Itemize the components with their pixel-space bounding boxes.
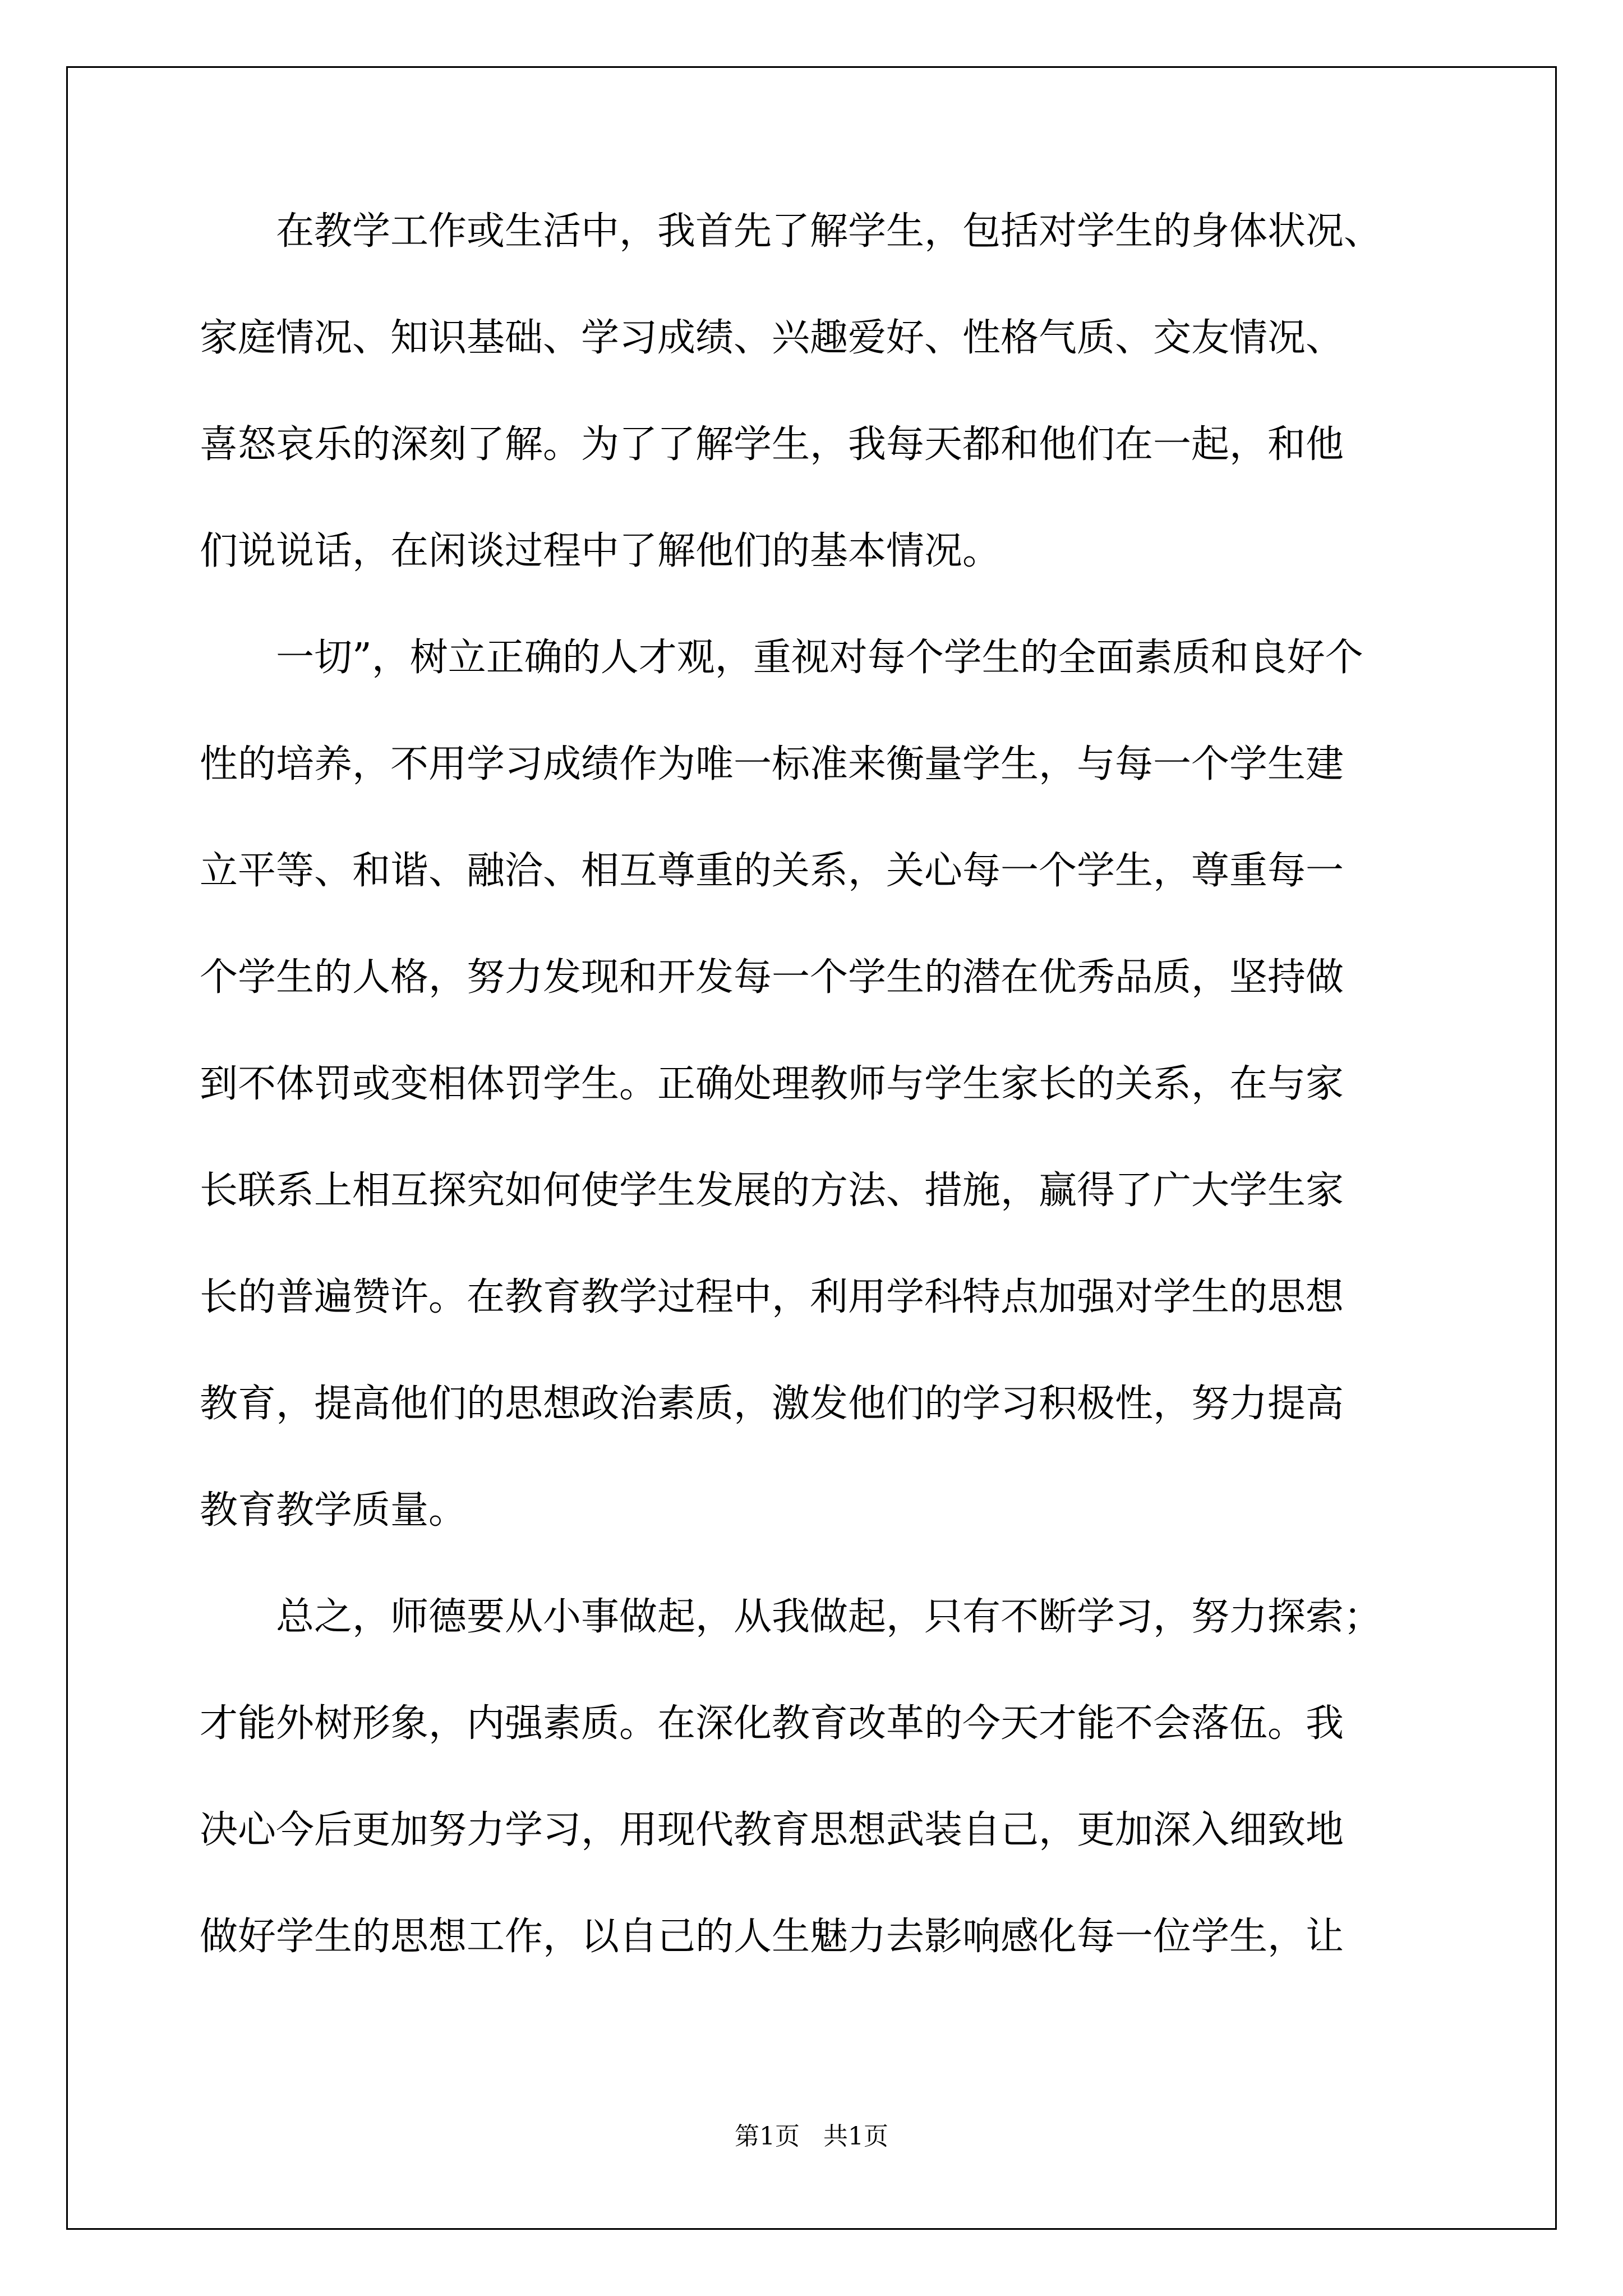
text-line: 一切”，树立正确的人才观，重视对每个学生的全面素质和良好个 xyxy=(200,636,1363,680)
text-line: 长联系上相互探究如何使学生发展的方法、措施，赢得了广大学生家 xyxy=(200,1168,1344,1213)
text-line: 才能外树形象，内强素质。在深化教育改革的今天才能不会落伍。我 xyxy=(200,1701,1344,1746)
text-line: 长的普遍赞许。在教育教学过程中，利用学科特点加强对学生的思想 xyxy=(200,1275,1344,1319)
text-line: 在教学工作或生活中，我首先了解学生，包括对学生的身体状况、 xyxy=(200,209,1382,254)
text-line: 喜怒哀乐的深刻了解。为了了解学生，我每天都和他们在一起，和他 xyxy=(200,422,1344,467)
text-line: 决心今后更加努力学习，用现代教育思想武装自己，更加深入细致地 xyxy=(200,1808,1344,1852)
text-line: 教育教学质量。 xyxy=(200,1488,467,1533)
page-border xyxy=(66,66,1557,2230)
text-line: 教育，提高他们的思想政治素质，激发他们的学习积极性，努力提高 xyxy=(200,1382,1344,1426)
text-line: 家庭情况、知识基础、学习成绩、兴趣爱好、性格气质、交友情况、 xyxy=(200,316,1344,360)
text-line: 到不体罚或变相体罚学生。正确处理教师与学生家长的关系，在与家 xyxy=(200,1062,1344,1106)
text-line: 做好学生的思想工作，以自己的人生魅力去影响感化每一位学生，让 xyxy=(200,1915,1344,1959)
text-line: 们说说话，在闲谈过程中了解他们的基本情况。 xyxy=(200,529,1001,573)
text-line: 性的培养，不用学习成绩作为唯一标准来衡量学生，与每一个学生建 xyxy=(200,742,1344,786)
text-line: 个学生的人格，努力发现和开发每一个学生的潜在优秀品质，坚持做 xyxy=(200,955,1344,1000)
page-number: 第1页 共1页 xyxy=(735,2122,888,2151)
text-line: 立平等、和谐、融洽、相互尊重的关系，关心每一个学生，尊重每一 xyxy=(200,849,1344,893)
text-line: 总之，师德要从小事做起，从我做起，只有不断学习，努力探索； xyxy=(200,1595,1382,1639)
